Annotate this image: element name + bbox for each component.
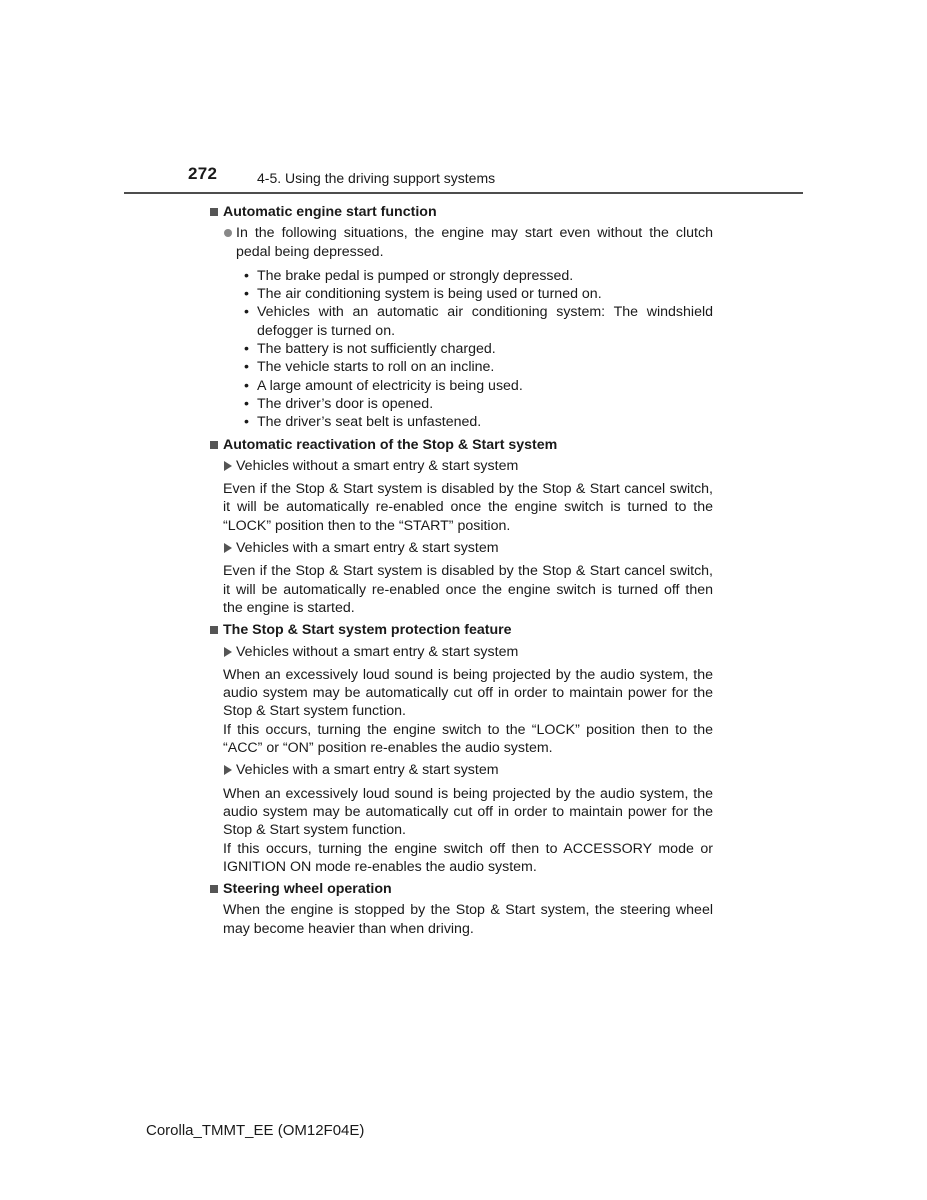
list-item: • Vehicles with an automatic air conditioning system: The windshield defogger is turned on. (244, 304, 713, 339)
paragraph: If this occurs, turning the engine switch to the “LOCK” position then to the “ACC” or “ON” position re-enables the audio system. (223, 721, 713, 757)
triangle-right-icon (224, 543, 232, 553)
list-item: • The air conditioning system is being used or turned on. (244, 286, 602, 303)
list-item: • The brake pedal is pumped or strongly depressed. (244, 267, 574, 284)
heading-steering-wheel (210, 880, 713, 898)
variant-label: Vehicles with a smart entry & start system (224, 761, 713, 779)
heading-text: Automatic engine start function (223, 204, 437, 220)
header-rule (124, 192, 803, 194)
condition-list (244, 267, 713, 432)
heading-protection-feature (210, 621, 713, 639)
triangle-right-icon (224, 765, 232, 775)
list-item: • The driver’s seat belt is unfastened. (244, 414, 482, 431)
section-title: 4-5. Using the driving support systems (257, 170, 496, 186)
square-bullet-icon (210, 626, 218, 634)
list-item: • The driver’s door is opened. (244, 395, 434, 412)
triangle-right-icon (224, 461, 232, 471)
triangle-right-icon (224, 647, 232, 657)
paragraph: Even if the Stop & Start system is disabled by the Stop & Start cancel switch, it will be automatically re-enabled once the engine switch is turned to the “LOCK” position then to the “START” position. (223, 481, 713, 534)
variant-label: Vehicles with a smart entry & start system (224, 539, 713, 557)
heading-automatic-engine-start (210, 203, 713, 221)
heading-text: Steering wheel operation (223, 881, 392, 898)
circle-bullet-icon (224, 229, 232, 237)
paragraph: If this occurs, turning the engine switch off then to ACCESSORY mode or IGNITION ON mode re-enables the audio system. (223, 840, 713, 875)
paragraph: When an excessively loud sound is being projected by the audio system, the audio system may be automatically cut off in order to maintain power for the Stop & Start system function. (223, 785, 713, 839)
heading-automatic-reactivation (210, 436, 713, 454)
footer-model-code: Corolla_TMMT_EE (OM12F04E) (146, 1122, 365, 1139)
bullet-text: In the following situations, the engine may start even without the clutch pedal being depressed. (236, 225, 713, 260)
paragraph: When the engine is stopped by the Stop & Start system, the steering wheel may become heavier than when driving. (223, 902, 713, 937)
variant-label: Vehicles without a smart entry & start system (224, 643, 713, 661)
list-item: • The battery is not sufficiently charged. (244, 341, 496, 358)
heading-text: The Stop & Start system protection feature (223, 622, 512, 639)
square-bullet-icon (210, 885, 218, 893)
dot-bullet (224, 224, 713, 261)
page-number: 272 (188, 164, 218, 183)
heading-text: Automatic reactivation of the Stop & Start system (223, 436, 558, 453)
paragraph: Even if the Stop & Start system is disabled by the Stop & Start cancel switch, it will be automatically re-enabled once the engine switch is turned off then the engine is started. (223, 563, 713, 616)
list-item: • A large amount of electricity is being used. (244, 377, 523, 394)
list-item: • The vehicle starts to roll on an incline. (244, 359, 495, 376)
square-bullet-icon (210, 208, 218, 216)
page-content (210, 200, 713, 938)
variant-label: Vehicles without a smart entry & start system (224, 457, 713, 475)
square-bullet-icon (210, 441, 218, 449)
paragraph: When an excessively loud sound is being projected by the audio system, the audio system may be automatically cut off in order to maintain power for the Stop & Start system function. (223, 666, 713, 720)
